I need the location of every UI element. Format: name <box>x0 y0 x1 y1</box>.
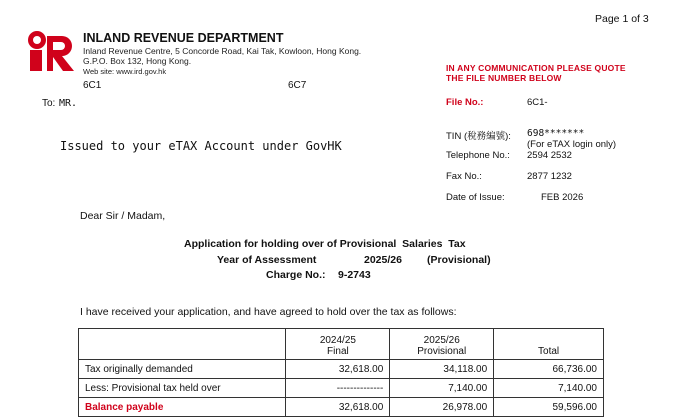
telephone-value: 2594 2532 <box>527 150 572 161</box>
address-line: G.P.O. Box 132, Hong Kong. <box>83 56 192 66</box>
column-header <box>494 329 604 360</box>
tin-label: TIN (稅務編號): <box>446 131 511 142</box>
office-code: 6C1 <box>83 80 102 91</box>
quote-notice: IN ANY COMMUNICATION PLEASE QUOTE <box>446 63 626 73</box>
column-year: 2024/25 <box>319 335 356 346</box>
column-header <box>390 329 494 360</box>
cell-final: 32,618.00 <box>286 360 390 379</box>
cell-total: 59,596.00 <box>494 398 604 417</box>
quote-notice: THE FILE NUMBER BELOW <box>446 73 562 83</box>
charge-no: 9-2743 <box>338 269 371 281</box>
fax-value: 2877 1232 <box>527 171 572 182</box>
to-label: To: <box>42 98 56 109</box>
telephone-label: Telephone No.: <box>446 150 510 161</box>
column-header <box>286 329 390 360</box>
cell-final: 32,618.00 <box>286 398 390 417</box>
cell-provisional: 26,978.00 <box>390 398 494 417</box>
ird-logo <box>26 30 76 72</box>
page-number: Page 1 of 3 <box>595 13 649 25</box>
date-value: FEB 2026 <box>541 192 584 203</box>
table-row <box>79 398 604 417</box>
row-label-balance: Balance payable <box>79 398 286 417</box>
charge-label: Charge No.: <box>266 269 326 281</box>
table-header-row <box>79 329 604 360</box>
tin-value: 698******* <box>527 128 585 139</box>
column-type: Final <box>327 346 349 357</box>
column-type: Provisional <box>417 346 467 357</box>
tin-note: (For eTAX login only) <box>527 139 617 150</box>
cell-total: 66,736.00 <box>494 360 604 379</box>
salutation: Dear Sir / Madam, <box>80 210 166 222</box>
file-no-value: 6C1- <box>527 97 548 108</box>
column-type: Total <box>538 346 560 357</box>
subject-line: Application for holding over of Provisional Salaries Tax <box>184 238 466 250</box>
tax-table <box>78 328 604 417</box>
year-type: (Provisional) <box>427 254 491 266</box>
row-label: Less: Provisional tax held over <box>79 379 286 398</box>
website-line: Web site: www.ird.gov.hk <box>83 67 167 76</box>
cell-provisional: 7,140.00 <box>390 379 494 398</box>
address-line: Inland Revenue Centre, 5 Concorde Road, Kai Tak, Kowloon, Hong Kong. <box>83 46 362 56</box>
cell-provisional: 34,118.00 <box>390 360 494 379</box>
issued-note: Issued to your eTAX Account under GovHK <box>60 139 342 153</box>
column-header <box>79 329 286 360</box>
table-row <box>79 360 604 379</box>
year-label: Year of Assessment <box>217 254 317 266</box>
department-name: INLAND REVENUE DEPARTMENT <box>83 31 284 45</box>
office-code: 6C7 <box>288 80 307 91</box>
column-year: 2025/26 <box>423 335 460 346</box>
fax-label: Fax No.: <box>446 171 482 182</box>
recipient-name: MR. <box>59 98 78 109</box>
cell-final: -------------- <box>286 379 390 398</box>
year-value: 2025/26 <box>364 254 402 266</box>
table-row <box>79 379 604 398</box>
file-no-label: File No.: <box>446 97 484 108</box>
intro-text: I have received your application, and have agreed to hold over the tax as follows: <box>80 306 457 318</box>
row-label: Tax originally demanded <box>79 360 286 379</box>
date-label: Date of Issue: <box>446 192 505 203</box>
cell-total: 7,140.00 <box>494 379 604 398</box>
